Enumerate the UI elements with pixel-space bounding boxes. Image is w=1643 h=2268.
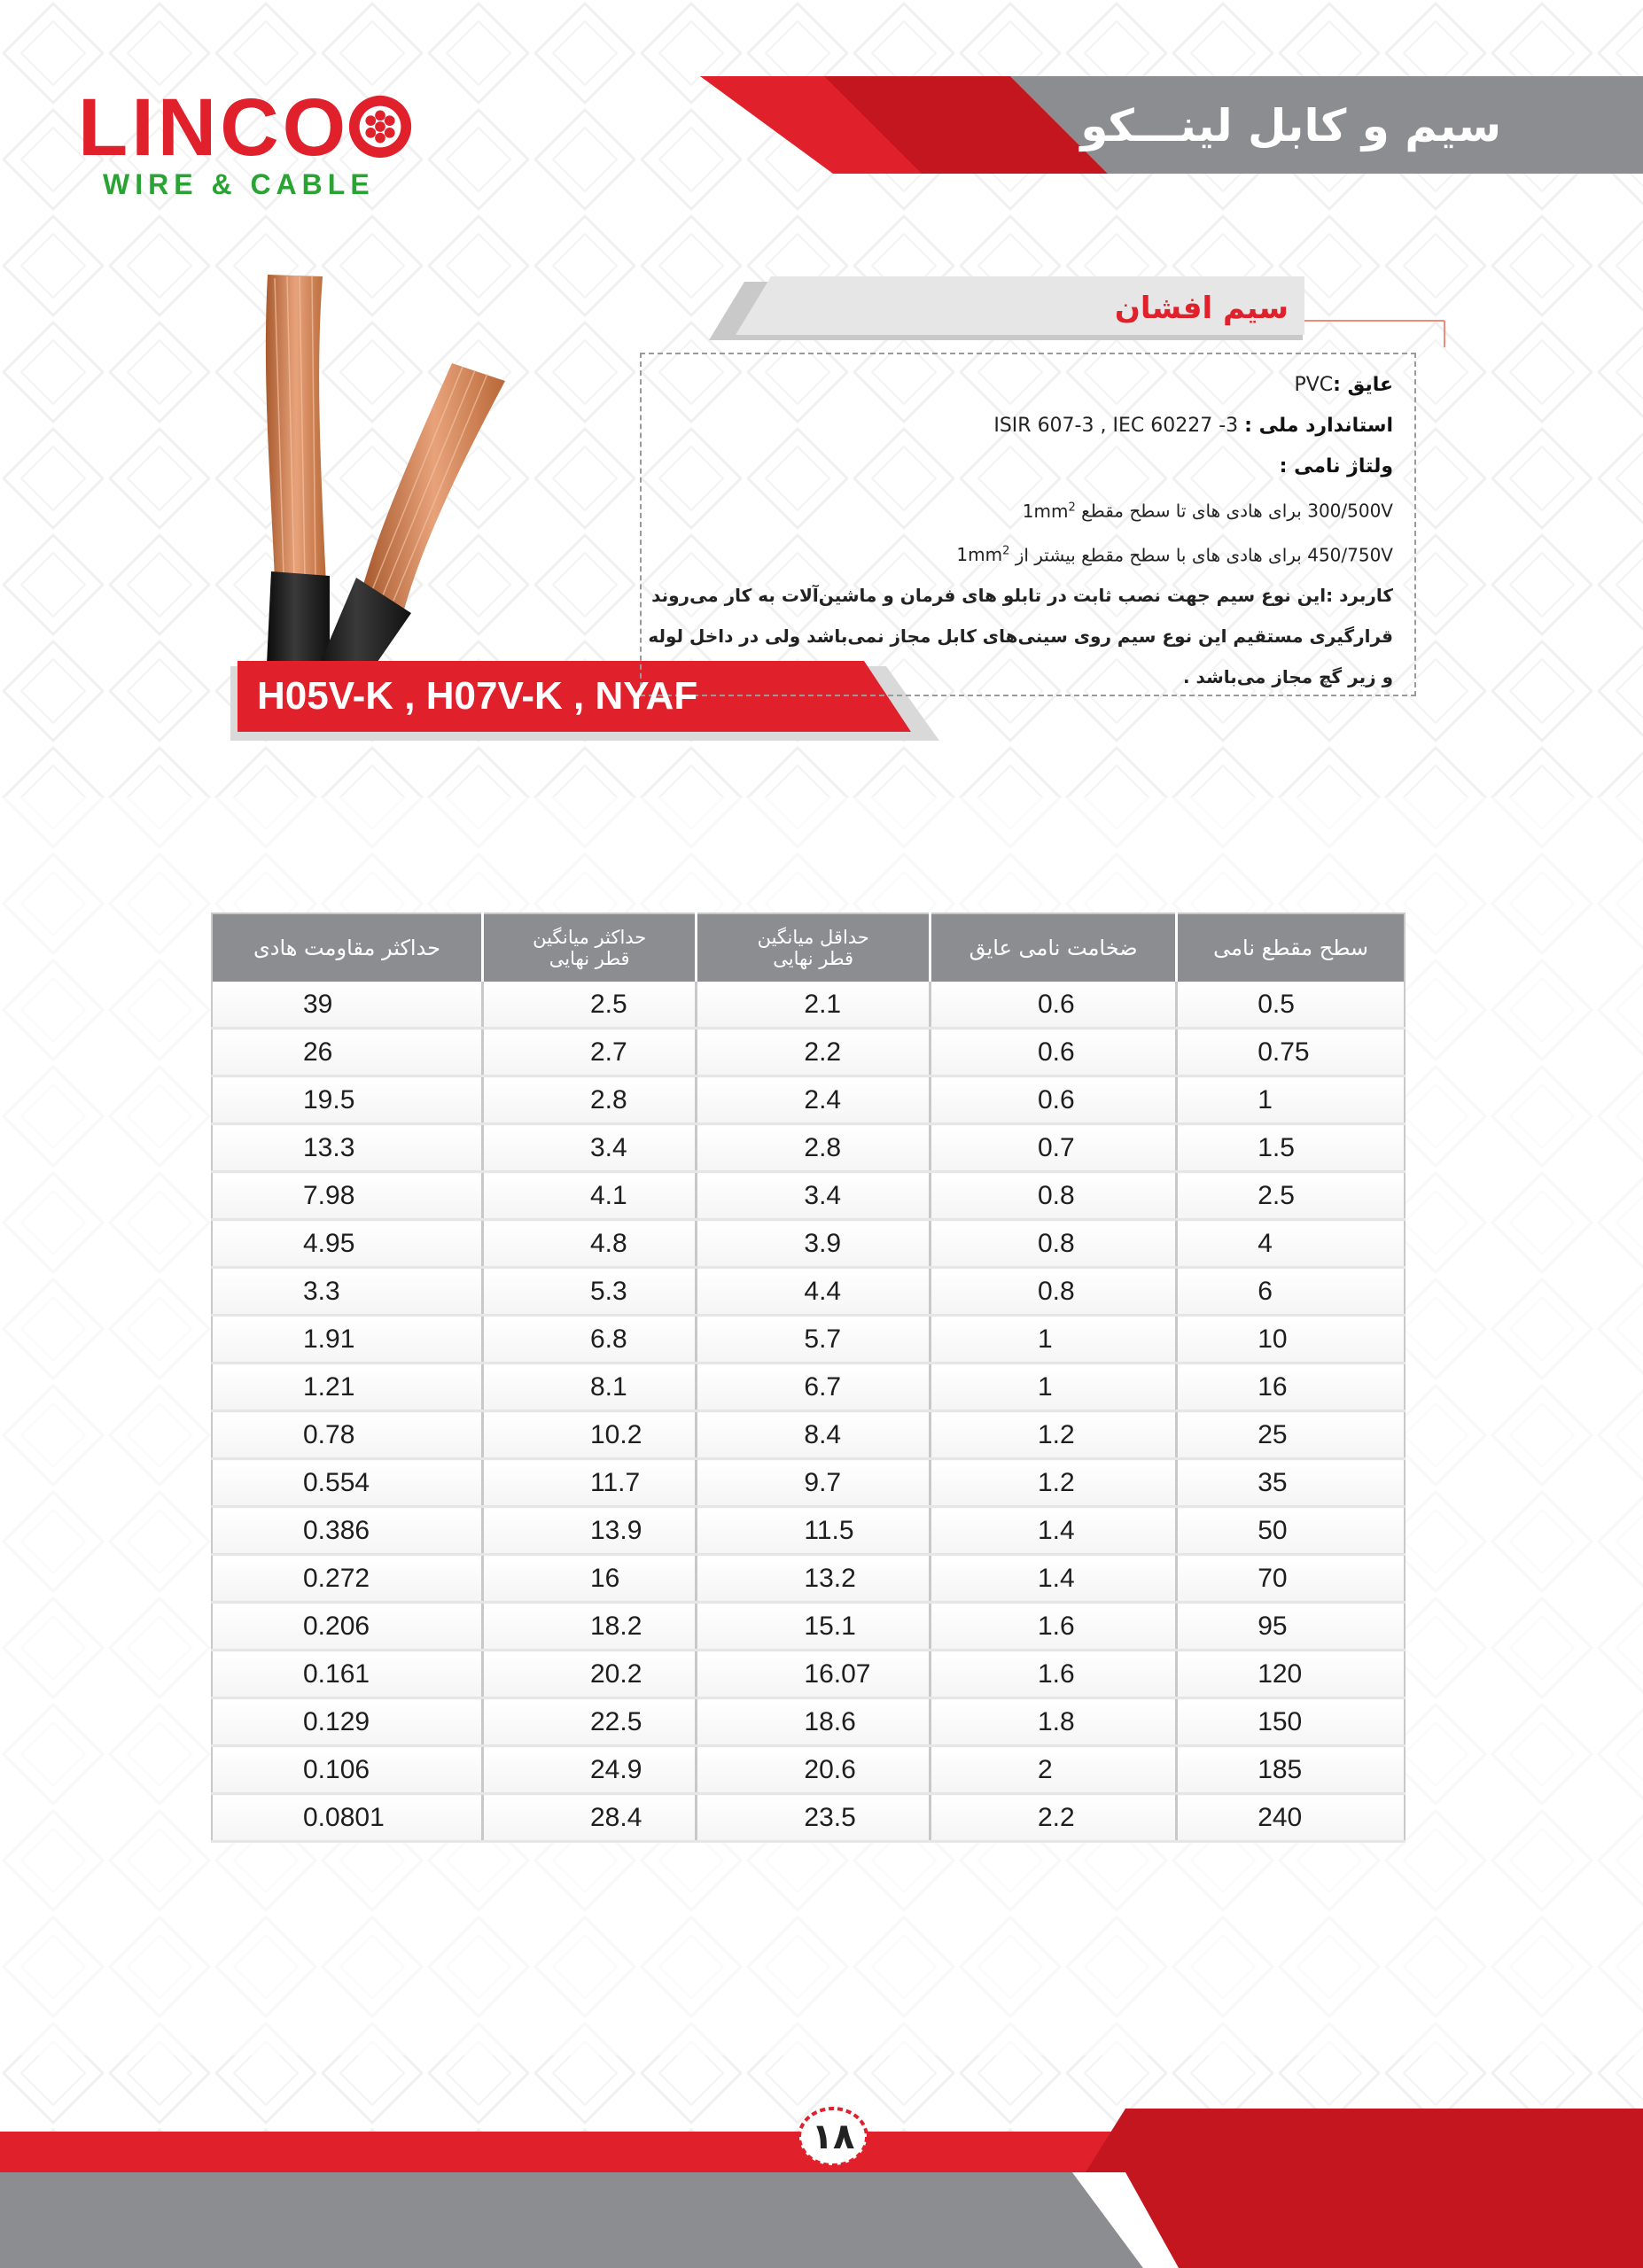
table-row [212, 1459, 1405, 1507]
cell-area: 240 [1177, 1794, 1405, 1842]
table-row [212, 1746, 1405, 1794]
cell-area: 50 [1177, 1507, 1405, 1555]
cell-min-diameter: 9.7 [697, 1459, 931, 1507]
table-row [212, 1029, 1405, 1076]
cell-thickness: 1.4 [930, 1507, 1176, 1555]
spec-voltage-label: ولتاژ نامی : [1279, 455, 1393, 478]
cell-area: 6 [1177, 1268, 1405, 1316]
table-row [212, 1555, 1405, 1603]
cell-max-diameter: 11.7 [483, 1459, 697, 1507]
cell-min-diameter: 6.7 [697, 1363, 931, 1411]
cable-cross-section-icon [346, 92, 415, 161]
table-row [212, 1220, 1405, 1268]
table-row [212, 982, 1405, 1029]
cell-resistance: 1.21 [212, 1363, 483, 1411]
spec-usage: کاربرد :این نوع سیم جهت نصب ثابت در تابلو های فرمان و ماشین‌آلات به کار می‌روند [651, 585, 1393, 607]
cell-min-diameter: 15.1 [697, 1603, 931, 1651]
cell-min-diameter: 4.4 [697, 1268, 931, 1316]
cell-max-diameter: 8.1 [483, 1363, 697, 1411]
cell-area: 185 [1177, 1746, 1405, 1794]
cell-max-diameter: 6.8 [483, 1316, 697, 1363]
cell-resistance: 7.98 [212, 1172, 483, 1220]
cell-resistance: 0.161 [212, 1651, 483, 1698]
header-thickness: ضخامت نامی عایق [930, 913, 1176, 982]
table-row [212, 1172, 1405, 1220]
cell-thickness: 0.7 [930, 1124, 1176, 1172]
cell-area: 25 [1177, 1411, 1405, 1459]
cell-resistance: 0.129 [212, 1698, 483, 1746]
cell-min-diameter: 18.6 [697, 1698, 931, 1746]
cell-thickness: 1.6 [930, 1603, 1176, 1651]
cell-max-diameter: 20.2 [483, 1651, 697, 1698]
model-codes: H05V-K , H07V-K , NYAF [257, 674, 698, 718]
table-row [212, 1603, 1405, 1651]
cell-resistance: 0.106 [212, 1746, 483, 1794]
cell-max-diameter: 16 [483, 1555, 697, 1603]
cell-area: 16 [1177, 1363, 1405, 1411]
product-title: سیم افشان [1114, 291, 1289, 326]
cell-min-diameter: 23.5 [697, 1794, 931, 1842]
cell-min-diameter: 5.7 [697, 1316, 931, 1363]
cell-resistance: 39 [212, 982, 483, 1029]
spec-voltage-2: 450/750V برای هادی های با سطح مقطع بیشتر از $1mm^2$ [956, 544, 1393, 566]
cell-thickness: 0.6 [930, 1029, 1176, 1076]
cell-area: 150 [1177, 1698, 1405, 1746]
cell-resistance: 13.3 [212, 1124, 483, 1172]
cell-max-diameter: 5.3 [483, 1268, 697, 1316]
page-number: ۱۸ [811, 2117, 855, 2157]
cell-max-diameter: 2.7 [483, 1029, 697, 1076]
cell-area: 95 [1177, 1603, 1405, 1651]
cell-resistance: 26 [212, 1029, 483, 1076]
cell-min-diameter: 2.8 [697, 1124, 931, 1172]
table-row [212, 1363, 1405, 1411]
cell-thickness: 2.2 [930, 1794, 1176, 1842]
cell-resistance: 3.3 [212, 1268, 483, 1316]
cell-max-diameter: 2.8 [483, 1076, 697, 1124]
table-row [212, 1076, 1405, 1124]
cell-thickness: 1.4 [930, 1555, 1176, 1603]
header-resistance: حداکثر مقاومت هادی [212, 913, 483, 982]
product-title-tag [709, 276, 1489, 347]
cell-max-diameter: 28.4 [483, 1794, 697, 1842]
brand-logo [78, 82, 415, 202]
cell-min-diameter: 20.6 [697, 1746, 931, 1794]
cell-max-diameter: 13.9 [483, 1507, 697, 1555]
cell-min-diameter: 2.2 [697, 1029, 931, 1076]
cell-min-diameter: 3.4 [697, 1172, 931, 1220]
cell-min-diameter: 3.9 [697, 1220, 931, 1268]
header-title: سیم و کابل لینـــکو [1080, 100, 1501, 151]
spec-box [640, 353, 1416, 696]
cell-thickness: 0.8 [930, 1268, 1176, 1316]
cell-area: 1 [1177, 1076, 1405, 1124]
cell-resistance: 0.386 [212, 1507, 483, 1555]
cell-max-diameter: 4.1 [483, 1172, 697, 1220]
table-row [212, 1507, 1405, 1555]
header-max-diameter: حداکثر میانگین قطر نهایی [483, 913, 697, 982]
cell-thickness: 1 [930, 1363, 1176, 1411]
table-row [212, 1794, 1405, 1842]
conductor-data-table [211, 913, 1406, 1843]
cell-thickness: 1 [930, 1316, 1176, 1363]
cell-resistance: 19.5 [212, 1076, 483, 1124]
cell-thickness: 1.8 [930, 1698, 1176, 1746]
cell-resistance: 0.554 [212, 1459, 483, 1507]
cell-thickness: 2 [930, 1746, 1176, 1794]
spec-standard: استاندارد ملی : ISIR 607-3 , IEC 60227 -3 [993, 415, 1393, 437]
cell-min-diameter: 2.1 [697, 982, 931, 1029]
spec-usage-line-2: قرارگیری مستقیم این نوع سیم روی سینی‌های کابل مجاز نمی‌باشد ولی در داخل لوله [648, 625, 1393, 648]
cell-min-diameter: 11.5 [697, 1507, 931, 1555]
cell-thickness: 1.6 [930, 1651, 1176, 1698]
cell-area: 120 [1177, 1651, 1405, 1698]
cell-max-diameter: 4.8 [483, 1220, 697, 1268]
cell-resistance: 4.95 [212, 1220, 483, 1268]
flexible-cable-icon [230, 266, 567, 682]
cell-area: 1.5 [1177, 1124, 1405, 1172]
cell-area: 10 [1177, 1316, 1405, 1363]
cell-area: 35 [1177, 1459, 1405, 1507]
cell-thickness: 1.2 [930, 1459, 1176, 1507]
cell-max-diameter: 24.9 [483, 1746, 697, 1794]
cell-area: 4 [1177, 1220, 1405, 1268]
logo-subtext: WIRE & CABLE [103, 168, 375, 200]
table-row [212, 1651, 1405, 1698]
spec-insulation: عایق :PVC [1294, 374, 1393, 396]
header-min-diameter: حداقل میانگین قطر نهایی [697, 913, 931, 982]
cell-thickness: 0.8 [930, 1172, 1176, 1220]
cell-max-diameter: 22.5 [483, 1698, 697, 1746]
cell-resistance: 0.0801 [212, 1794, 483, 1842]
cell-min-diameter: 8.4 [697, 1411, 931, 1459]
cell-min-diameter: 16.07 [697, 1651, 931, 1698]
table-header-row [212, 913, 1405, 982]
cell-thickness: 0.6 [930, 1076, 1176, 1124]
cell-thickness: 1.2 [930, 1411, 1176, 1459]
cell-resistance: 1.91 [212, 1316, 483, 1363]
cell-resistance: 0.206 [212, 1603, 483, 1651]
cell-resistance: 0.78 [212, 1411, 483, 1459]
cell-thickness: 0.8 [930, 1220, 1176, 1268]
cell-min-diameter: 13.2 [697, 1555, 931, 1603]
cell-area: 2.5 [1177, 1172, 1405, 1220]
header-area: سطح مقطع نامی [1177, 913, 1405, 982]
table-row [212, 1411, 1405, 1459]
cell-area: 70 [1177, 1555, 1405, 1603]
table-row [212, 1268, 1405, 1316]
cell-max-diameter: 18.2 [483, 1603, 697, 1651]
cell-resistance: 0.272 [212, 1555, 483, 1603]
cell-area: 0.75 [1177, 1029, 1405, 1076]
table-row [212, 1124, 1405, 1172]
cell-area: 0.5 [1177, 982, 1405, 1029]
logo-text: LINCO [78, 82, 350, 173]
table-row [212, 1316, 1405, 1363]
spec-usage-line-3: و زیر گچ مجاز می‌باشد . [1182, 666, 1393, 688]
cell-max-diameter: 3.4 [483, 1124, 697, 1172]
cell-max-diameter: 2.5 [483, 982, 697, 1029]
table-row [212, 1698, 1405, 1746]
cell-thickness: 0.6 [930, 982, 1176, 1029]
cell-max-diameter: 10.2 [483, 1411, 697, 1459]
spec-voltage-1: 300/500V برای هادی های تا سطح مقطع $1mm^2$ [1022, 500, 1393, 522]
cell-min-diameter: 2.4 [697, 1076, 931, 1124]
